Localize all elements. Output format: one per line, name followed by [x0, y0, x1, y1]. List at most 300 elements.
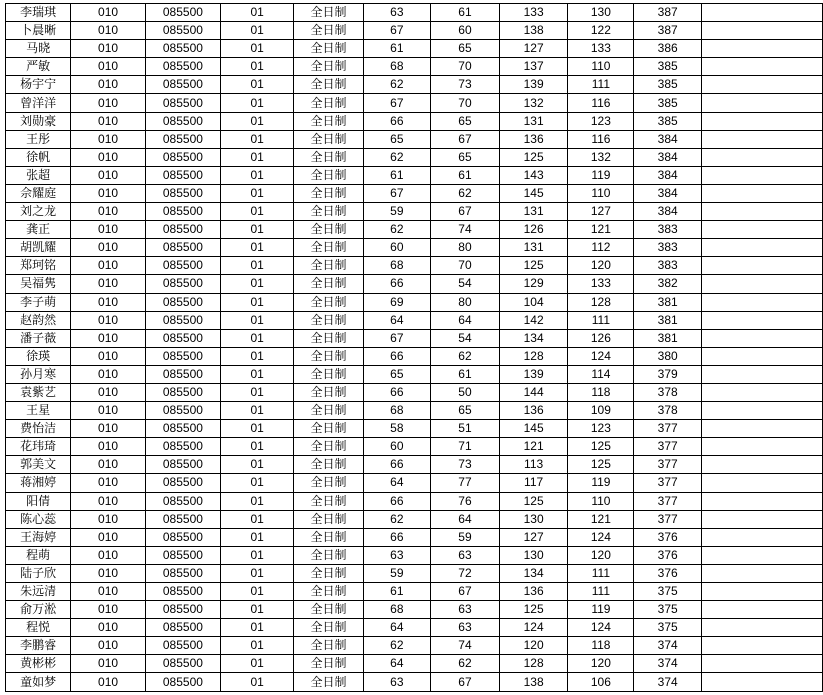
direction-cell: 01 [220, 528, 293, 546]
code-cell: 010 [71, 166, 146, 184]
table-row [6, 583, 823, 601]
code-cell: 010 [71, 583, 146, 601]
score-3-cell: 131 [499, 239, 568, 257]
code-cell: 010 [71, 673, 146, 691]
empty-cell [702, 619, 823, 637]
study-mode-cell: 全日制 [294, 365, 363, 383]
table-row [6, 76, 823, 94]
code-cell: 010 [71, 257, 146, 275]
major-code-cell: 085500 [145, 257, 220, 275]
score-2-cell: 76 [431, 492, 500, 510]
score-1-cell: 65 [363, 365, 431, 383]
major-code-cell: 085500 [145, 112, 220, 130]
major-code-cell: 085500 [145, 148, 220, 166]
score-2-cell: 67 [431, 673, 500, 691]
major-code-cell: 085500 [145, 564, 220, 582]
major-code-cell: 085500 [145, 329, 220, 347]
score-2-cell: 74 [431, 637, 500, 655]
direction-cell: 01 [220, 655, 293, 673]
table-row [6, 112, 823, 130]
major-code-cell: 085500 [145, 94, 220, 112]
major-code-cell: 085500 [145, 40, 220, 58]
empty-cell [702, 311, 823, 329]
name-cell: 马晓 [6, 40, 71, 58]
score-2-cell: 70 [431, 58, 500, 76]
score-1-cell: 62 [363, 510, 431, 528]
score-3-cell: 143 [499, 166, 568, 184]
score-3-cell: 138 [499, 22, 568, 40]
major-code-cell: 085500 [145, 76, 220, 94]
direction-cell: 01 [220, 221, 293, 239]
major-code-cell: 085500 [145, 221, 220, 239]
study-mode-cell: 全日制 [294, 655, 363, 673]
table-row [6, 420, 823, 438]
score-3-cell: 125 [499, 492, 568, 510]
empty-cell [702, 456, 823, 474]
study-mode-cell: 全日制 [294, 203, 363, 221]
score-4-cell: 111 [568, 583, 634, 601]
table-row [6, 619, 823, 637]
name-cell: 潘子薇 [6, 329, 71, 347]
score-3-cell: 144 [499, 383, 568, 401]
score-2-cell: 63 [431, 601, 500, 619]
code-cell: 010 [71, 347, 146, 365]
table-row [6, 546, 823, 564]
score-3-cell: 128 [499, 347, 568, 365]
total-score-cell: 385 [634, 76, 702, 94]
study-mode-cell: 全日制 [294, 402, 363, 420]
code-cell: 010 [71, 329, 146, 347]
score-4-cell: 116 [568, 130, 634, 148]
score-1-cell: 67 [363, 94, 431, 112]
major-code-cell: 085500 [145, 130, 220, 148]
empty-cell [702, 184, 823, 202]
score-2-cell: 65 [431, 148, 500, 166]
name-cell: 阳倩 [6, 492, 71, 510]
score-1-cell: 62 [363, 148, 431, 166]
study-mode-cell: 全日制 [294, 22, 363, 40]
score-3-cell: 136 [499, 402, 568, 420]
code-cell: 010 [71, 456, 146, 474]
code-cell: 010 [71, 311, 146, 329]
code-cell: 010 [71, 420, 146, 438]
score-1-cell: 66 [363, 347, 431, 365]
empty-cell [702, 22, 823, 40]
code-cell: 010 [71, 438, 146, 456]
major-code-cell: 085500 [145, 347, 220, 365]
study-mode-cell: 全日制 [294, 239, 363, 257]
score-4-cell: 114 [568, 365, 634, 383]
score-2-cell: 65 [431, 112, 500, 130]
score-1-cell: 66 [363, 275, 431, 293]
total-score-cell: 384 [634, 184, 702, 202]
major-code-cell: 085500 [145, 365, 220, 383]
score-2-cell: 70 [431, 257, 500, 275]
major-code-cell: 085500 [145, 22, 220, 40]
score-3-cell: 134 [499, 329, 568, 347]
name-cell: 王海婷 [6, 528, 71, 546]
name-cell: 花玮琦 [6, 438, 71, 456]
name-cell: 李鹏睿 [6, 637, 71, 655]
study-mode-cell: 全日制 [294, 474, 363, 492]
empty-cell [702, 365, 823, 383]
major-code-cell: 085500 [145, 619, 220, 637]
direction-cell: 01 [220, 40, 293, 58]
major-code-cell: 085500 [145, 402, 220, 420]
study-mode-cell: 全日制 [294, 94, 363, 112]
study-mode-cell: 全日制 [294, 58, 363, 76]
score-1-cell: 59 [363, 203, 431, 221]
code-cell: 010 [71, 239, 146, 257]
direction-cell: 01 [220, 94, 293, 112]
major-code-cell: 085500 [145, 383, 220, 401]
name-cell: 郭美文 [6, 456, 71, 474]
empty-cell [702, 239, 823, 257]
code-cell: 010 [71, 655, 146, 673]
direction-cell: 01 [220, 564, 293, 582]
direction-cell: 01 [220, 130, 293, 148]
score-4-cell: 106 [568, 673, 634, 691]
table-row [6, 257, 823, 275]
name-cell: 程悦 [6, 619, 71, 637]
score-1-cell: 67 [363, 22, 431, 40]
score-3-cell: 138 [499, 673, 568, 691]
score-1-cell: 66 [363, 456, 431, 474]
table-row [6, 510, 823, 528]
score-2-cell: 72 [431, 564, 500, 582]
direction-cell: 01 [220, 184, 293, 202]
score-2-cell: 54 [431, 329, 500, 347]
score-4-cell: 120 [568, 655, 634, 673]
score-3-cell: 131 [499, 112, 568, 130]
empty-cell [702, 293, 823, 311]
score-3-cell: 139 [499, 365, 568, 383]
direction-cell: 01 [220, 257, 293, 275]
code-cell: 010 [71, 4, 146, 22]
name-cell: 郑珂铭 [6, 257, 71, 275]
table-row [6, 166, 823, 184]
name-cell: 赵韵然 [6, 311, 71, 329]
table-row [6, 4, 823, 22]
table-row [6, 474, 823, 492]
score-4-cell: 112 [568, 239, 634, 257]
total-score-cell: 381 [634, 311, 702, 329]
score-4-cell: 125 [568, 438, 634, 456]
table-row [6, 528, 823, 546]
score-3-cell: 124 [499, 619, 568, 637]
score-3-cell: 129 [499, 275, 568, 293]
score-2-cell: 51 [431, 420, 500, 438]
name-cell: 王星 [6, 402, 71, 420]
total-score-cell: 384 [634, 130, 702, 148]
total-score-cell: 377 [634, 456, 702, 474]
score-4-cell: 116 [568, 94, 634, 112]
total-score-cell: 384 [634, 148, 702, 166]
total-score-cell: 374 [634, 655, 702, 673]
total-score-cell: 383 [634, 221, 702, 239]
code-cell: 010 [71, 221, 146, 239]
score-4-cell: 124 [568, 528, 634, 546]
total-score-cell: 387 [634, 22, 702, 40]
total-score-cell: 379 [634, 365, 702, 383]
empty-cell [702, 383, 823, 401]
score-2-cell: 59 [431, 528, 500, 546]
score-4-cell: 111 [568, 311, 634, 329]
score-1-cell: 69 [363, 293, 431, 311]
empty-cell [702, 76, 823, 94]
direction-cell: 01 [220, 546, 293, 564]
code-cell: 010 [71, 510, 146, 528]
empty-cell [702, 166, 823, 184]
table-row [6, 221, 823, 239]
study-mode-cell: 全日制 [294, 4, 363, 22]
study-mode-cell: 全日制 [294, 221, 363, 239]
major-code-cell: 085500 [145, 166, 220, 184]
score-1-cell: 64 [363, 655, 431, 673]
score-4-cell: 120 [568, 257, 634, 275]
name-cell: 陆子欣 [6, 564, 71, 582]
study-mode-cell: 全日制 [294, 637, 363, 655]
score-2-cell: 62 [431, 184, 500, 202]
table-row [6, 22, 823, 40]
score-1-cell: 66 [363, 492, 431, 510]
empty-cell [702, 402, 823, 420]
score-1-cell: 66 [363, 528, 431, 546]
major-code-cell: 085500 [145, 4, 220, 22]
score-4-cell: 118 [568, 637, 634, 655]
direction-cell: 01 [220, 420, 293, 438]
direction-cell: 01 [220, 637, 293, 655]
score-1-cell: 60 [363, 438, 431, 456]
total-score-cell: 376 [634, 528, 702, 546]
score-2-cell: 67 [431, 130, 500, 148]
score-2-cell: 65 [431, 40, 500, 58]
major-code-cell: 085500 [145, 275, 220, 293]
code-cell: 010 [71, 148, 146, 166]
score-4-cell: 121 [568, 221, 634, 239]
total-score-cell: 375 [634, 601, 702, 619]
total-score-cell: 378 [634, 383, 702, 401]
total-score-cell: 382 [634, 275, 702, 293]
score-4-cell: 109 [568, 402, 634, 420]
major-code-cell: 085500 [145, 673, 220, 691]
direction-cell: 01 [220, 293, 293, 311]
name-cell: 费怡洁 [6, 420, 71, 438]
table-row [6, 637, 823, 655]
major-code-cell: 085500 [145, 492, 220, 510]
score-4-cell: 111 [568, 76, 634, 94]
score-3-cell: 125 [499, 148, 568, 166]
code-cell: 010 [71, 528, 146, 546]
empty-cell [702, 601, 823, 619]
direction-cell: 01 [220, 329, 293, 347]
table-row [6, 402, 823, 420]
name-cell: 杨宇宁 [6, 76, 71, 94]
table-row [6, 329, 823, 347]
score-1-cell: 68 [363, 402, 431, 420]
score-3-cell: 117 [499, 474, 568, 492]
table-row [6, 94, 823, 112]
score-1-cell: 63 [363, 4, 431, 22]
score-4-cell: 110 [568, 58, 634, 76]
total-score-cell: 385 [634, 112, 702, 130]
study-mode-cell: 全日制 [294, 275, 363, 293]
score-3-cell: 128 [499, 655, 568, 673]
score-1-cell: 61 [363, 583, 431, 601]
study-mode-cell: 全日制 [294, 130, 363, 148]
table-row [6, 311, 823, 329]
name-cell: 徐帆 [6, 148, 71, 166]
total-score-cell: 377 [634, 510, 702, 528]
score-4-cell: 110 [568, 184, 634, 202]
empty-cell [702, 275, 823, 293]
code-cell: 010 [71, 275, 146, 293]
name-cell: 程萌 [6, 546, 71, 564]
empty-cell [702, 203, 823, 221]
empty-cell [702, 329, 823, 347]
table-row [6, 347, 823, 365]
code-cell: 010 [71, 203, 146, 221]
major-code-cell: 085500 [145, 474, 220, 492]
study-mode-cell: 全日制 [294, 347, 363, 365]
total-score-cell: 383 [634, 257, 702, 275]
name-cell: 胡凯耀 [6, 239, 71, 257]
code-cell: 010 [71, 619, 146, 637]
table-row [6, 673, 823, 691]
study-mode-cell: 全日制 [294, 673, 363, 691]
score-2-cell: 61 [431, 365, 500, 383]
score-4-cell: 125 [568, 456, 634, 474]
score-2-cell: 77 [431, 474, 500, 492]
score-4-cell: 126 [568, 329, 634, 347]
score-3-cell: 130 [499, 510, 568, 528]
score-3-cell: 120 [499, 637, 568, 655]
empty-cell [702, 492, 823, 510]
code-cell: 010 [71, 564, 146, 582]
major-code-cell: 085500 [145, 311, 220, 329]
score-2-cell: 61 [431, 4, 500, 22]
table-row [6, 655, 823, 673]
major-code-cell: 085500 [145, 601, 220, 619]
score-4-cell: 120 [568, 546, 634, 564]
score-2-cell: 70 [431, 94, 500, 112]
study-mode-cell: 全日制 [294, 492, 363, 510]
score-1-cell: 60 [363, 239, 431, 257]
score-3-cell: 134 [499, 564, 568, 582]
code-cell: 010 [71, 546, 146, 564]
score-1-cell: 68 [363, 601, 431, 619]
name-cell: 吴福隽 [6, 275, 71, 293]
score-2-cell: 60 [431, 22, 500, 40]
score-3-cell: 125 [499, 257, 568, 275]
total-score-cell: 376 [634, 564, 702, 582]
score-2-cell: 74 [431, 221, 500, 239]
score-2-cell: 80 [431, 239, 500, 257]
score-4-cell: 119 [568, 474, 634, 492]
empty-cell [702, 474, 823, 492]
total-score-cell: 376 [634, 546, 702, 564]
code-cell: 010 [71, 637, 146, 655]
major-code-cell: 085500 [145, 203, 220, 221]
study-mode-cell: 全日制 [294, 619, 363, 637]
score-4-cell: 133 [568, 275, 634, 293]
score-2-cell: 73 [431, 456, 500, 474]
score-1-cell: 66 [363, 112, 431, 130]
table-row [6, 456, 823, 474]
score-1-cell: 58 [363, 420, 431, 438]
study-mode-cell: 全日制 [294, 76, 363, 94]
direction-cell: 01 [220, 601, 293, 619]
code-cell: 010 [71, 184, 146, 202]
study-mode-cell: 全日制 [294, 456, 363, 474]
study-mode-cell: 全日制 [294, 601, 363, 619]
empty-cell [702, 4, 823, 22]
score-3-cell: 145 [499, 420, 568, 438]
score-4-cell: 133 [568, 40, 634, 58]
direction-cell: 01 [220, 275, 293, 293]
total-score-cell: 375 [634, 619, 702, 637]
score-3-cell: 132 [499, 94, 568, 112]
major-code-cell: 085500 [145, 293, 220, 311]
name-cell: 刘勋豪 [6, 112, 71, 130]
code-cell: 010 [71, 293, 146, 311]
score-2-cell: 64 [431, 311, 500, 329]
score-2-cell: 67 [431, 203, 500, 221]
empty-cell [702, 637, 823, 655]
name-cell: 王彤 [6, 130, 71, 148]
score-3-cell: 126 [499, 221, 568, 239]
direction-cell: 01 [220, 203, 293, 221]
score-3-cell: 131 [499, 203, 568, 221]
total-score-cell: 383 [634, 239, 702, 257]
score-4-cell: 123 [568, 420, 634, 438]
score-2-cell: 67 [431, 583, 500, 601]
score-3-cell: 130 [499, 546, 568, 564]
code-cell: 010 [71, 492, 146, 510]
empty-cell [702, 438, 823, 456]
score-2-cell: 63 [431, 619, 500, 637]
table-row [6, 148, 823, 166]
empty-cell [702, 347, 823, 365]
direction-cell: 01 [220, 166, 293, 184]
score-2-cell: 73 [431, 76, 500, 94]
score-2-cell: 80 [431, 293, 500, 311]
score-4-cell: 130 [568, 4, 634, 22]
score-3-cell: 142 [499, 311, 568, 329]
score-3-cell: 127 [499, 40, 568, 58]
name-cell: 卜晨晰 [6, 22, 71, 40]
score-4-cell: 124 [568, 347, 634, 365]
score-4-cell: 118 [568, 383, 634, 401]
score-1-cell: 61 [363, 40, 431, 58]
table-row [6, 293, 823, 311]
table-row [6, 184, 823, 202]
score-2-cell: 62 [431, 655, 500, 673]
major-code-cell: 085500 [145, 546, 220, 564]
total-score-cell: 380 [634, 347, 702, 365]
study-mode-cell: 全日制 [294, 40, 363, 58]
empty-cell [702, 40, 823, 58]
code-cell: 010 [71, 601, 146, 619]
table-row [6, 383, 823, 401]
study-mode-cell: 全日制 [294, 148, 363, 166]
score-4-cell: 110 [568, 492, 634, 510]
score-1-cell: 63 [363, 673, 431, 691]
table-row [6, 438, 823, 456]
name-cell: 李子萌 [6, 293, 71, 311]
direction-cell: 01 [220, 4, 293, 22]
score-3-cell: 137 [499, 58, 568, 76]
